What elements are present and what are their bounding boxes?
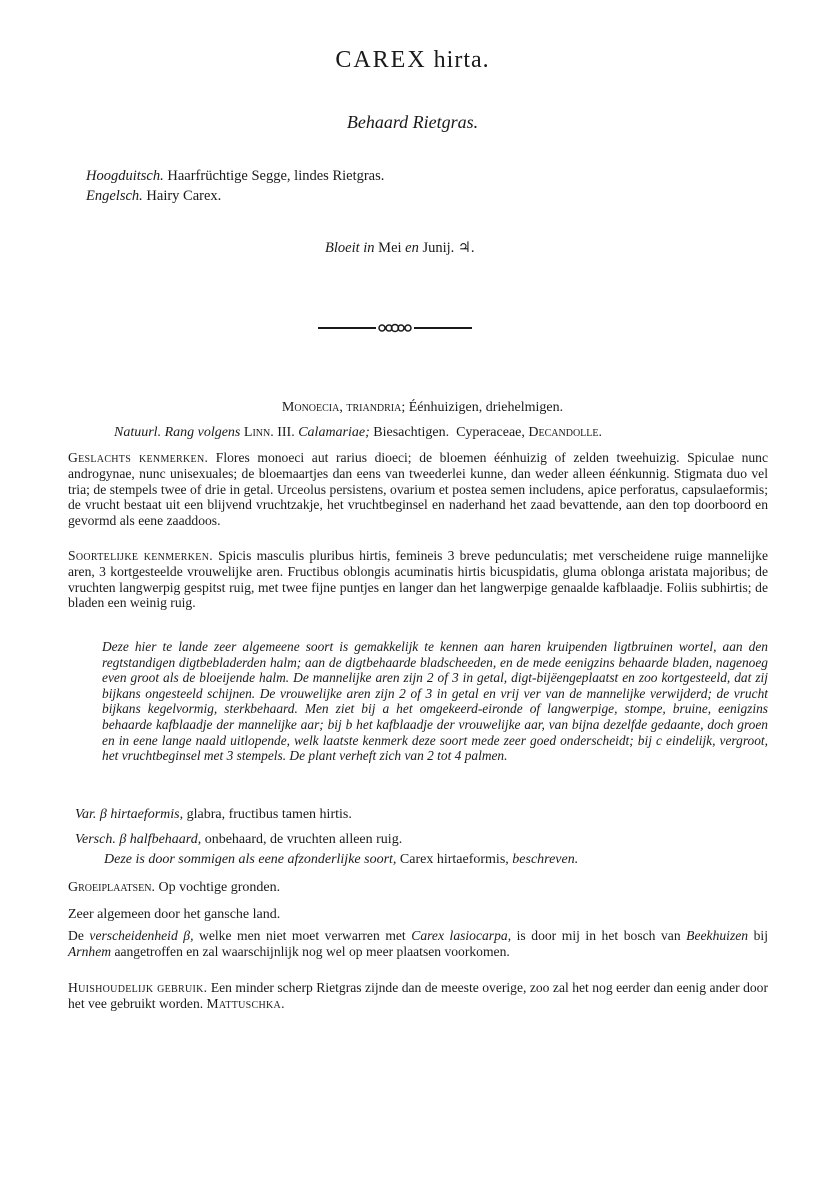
perennial-symbol: ♃. [457,240,475,256]
rank-label: Natuurl. Rang volgens [114,425,241,440]
text-fragment: welke men niet moet verwarren met [193,928,412,943]
section-text: Spicis masculis pluribus hirtis, femineis 3 breve pedunculatis; met verscheidene ruige mannelijke aren, 3 kortgesteelde vrouwelijke aren. Fructibus oblongis acuminatis hirtis bicuspidatis, gluma oblonga aristata majoribus; de vruchten langwerpig gespitst ruig, met twee fijne puntjes en langer dan het langwerpige genaalde kafblaadje. Foliis subhirtis; de bladen een weinig ruig. [68,548,768,611]
rank-family: Cyperaceae, [456,425,525,440]
species-reference: Carex lasiocarpa, [411,928,512,943]
separate-species-line [104,852,578,868]
rank-group: Calamariae; [298,425,370,440]
variety-line [75,807,352,823]
vernacular-english [86,186,384,206]
distribution-line: Zeer algemeen door het gansche land. [68,907,281,922]
dutch-name: Behaard Rietgras. [346,112,479,132]
deze-pre: Deze is door sommigen als eene afzonderlijke soort, [104,852,397,867]
vernacular-german [86,166,384,186]
place-name: Beekhuizen [686,928,749,943]
classification: Monoecia, triandria; Éénhuizigen, driehelmigen. [281,400,564,415]
habitat-heading: Groeiplaatsen. [68,880,155,895]
place-name: Arnhem [68,943,112,959]
variety-label: Var. β [75,807,107,822]
genus-characters [68,450,768,529]
rank-dutch: Biesachtigen. [373,425,450,440]
flowering-line [325,240,475,257]
flowering-en: en [405,240,419,256]
language-label: Engelsch. [86,188,143,204]
text-fragment: aangetroffen en zal waarschijnlijk nog wel op meer plaatsen voorkomen. [111,943,510,959]
flowering-month-1: Mei [378,240,402,256]
species-characters [68,548,768,611]
variety-text: , glabra, fructibus tamen hirtis. [179,807,352,822]
text-fragment: bij [748,928,768,943]
household-use-paragraph [68,980,768,1012]
versch-name: halfbehaard [129,832,198,847]
section-heading: Geslachts kenmerken. [68,450,209,465]
section-text: Flores monoeci aut rarius dioeci; de bloemen éénhuizig of zelden tweehuizig. Spiculae nunc androgynae, nunc unisexuales; de bloemaartjes dan eens van tweederlei kunne, dan weder alleen éénkunnig. Stigmata duo vel tria; de stempels twee of drie in getal. Urceolus persistens, ovarium et postea semen includens, apice perforatus, capsulaeformis; de vrucht bestaat uit een blijvend vruchtzakje, het vruchtbeginsel en naderhand het zaad bevattende, aan den top doorboord en gevormd als eene zaaddoos. [68,450,769,529]
flowering-label: Bloeit [325,240,360,256]
habitat-line [68,880,280,896]
variety-term: verscheidenheid β, [89,928,194,943]
text-fragment: De [68,928,84,943]
natural-rank [114,425,602,441]
flowering-month-2: Junij. [422,240,455,256]
citation-author: Mattuschka. [206,995,285,1011]
text-fragment: is door mij in het bosch van [511,928,687,943]
vernacular-names [86,166,384,206]
variety-location-paragraph [68,928,768,960]
section-heading: Soortelijke kenmerken. [68,548,213,563]
rank-author-2: Decandolle. [528,425,602,440]
vernacular-name: Haarfrüchtige Segge, lindes Rietgras. [167,168,385,184]
class-name: Monoecia [281,400,340,415]
language-label: Hoogduitsch. [86,168,164,184]
flowering-in: in [363,240,375,256]
description-paragraph: Deze hier te lande zeer algemeene soort is gemakkelijk te kennen aan haren kruipenden ligtbruinen wortel, aan den regtstandigen digtbebladerden halm; aan de digtbehaarde bladscheeden, en de mede eenigzins behaarde bladen, nagenoeg even groot als de bloeijende halm. De mannelijke aren zijn 2 of 3 in getal, digt-bijëengeplaatst en zoo kortgesteeld, dat zij bijkans ongesteeld schijnen. De vrouwelijke aren zijn 2 of 3 in getal en vrij ver van de mannelijke verwijderd; de vrucht bijkans kegelvormig, sterkbehaard. Men ziet bij a het omgekeerd-eironde of langwerpige, stompe, bruine, eenigzins behaarde kafblaadje der mannelijke aar; bij b het kafblaadje der vrouwelijke aar, van bijna dezelfde gedaante, doch groen en in eene lange naald uitlopende, welk laatste kenmerk deze soort mede zeer goed onderscheidt; bij c eindelijk, vergroot, het vruchtbeginsel met 3 stempels. De plant verheft zich van 2 tot 4 palmen. [102,639,768,764]
section-text: Een minder scherp Rietgras zijnde dan de meeste overige, zoo zal het nog eerder dan eenig ander door het vee gebruikt worden. [68,980,768,1011]
genus-name: CAREX [335,47,427,73]
habitat-text: Op vochtige gronden. [158,880,281,895]
classification-dutch: Éénhuizigen, driehelmigen. [408,400,564,415]
section-heading: Huishoudelijk gebruik. [68,980,208,995]
species-name: hirta. [433,47,490,73]
ornament-divider-icon [318,322,472,334]
vernacular-name: Hairy Carex. [146,188,222,204]
deze-name: Carex hirtaeformis, [399,852,509,867]
deze-post: beschreven. [512,852,579,867]
order-name: triandria; [346,400,406,415]
versch-text: , onbehaard, de vruchten alleen ruig. [197,832,403,847]
rank-author: Linn. [243,425,274,440]
rank-number: III. [277,425,295,440]
variety-name: hirtaeformis [110,807,180,822]
versch-line [75,832,402,848]
versch-label: Versch. β [75,832,127,847]
page-title [0,47,825,74]
